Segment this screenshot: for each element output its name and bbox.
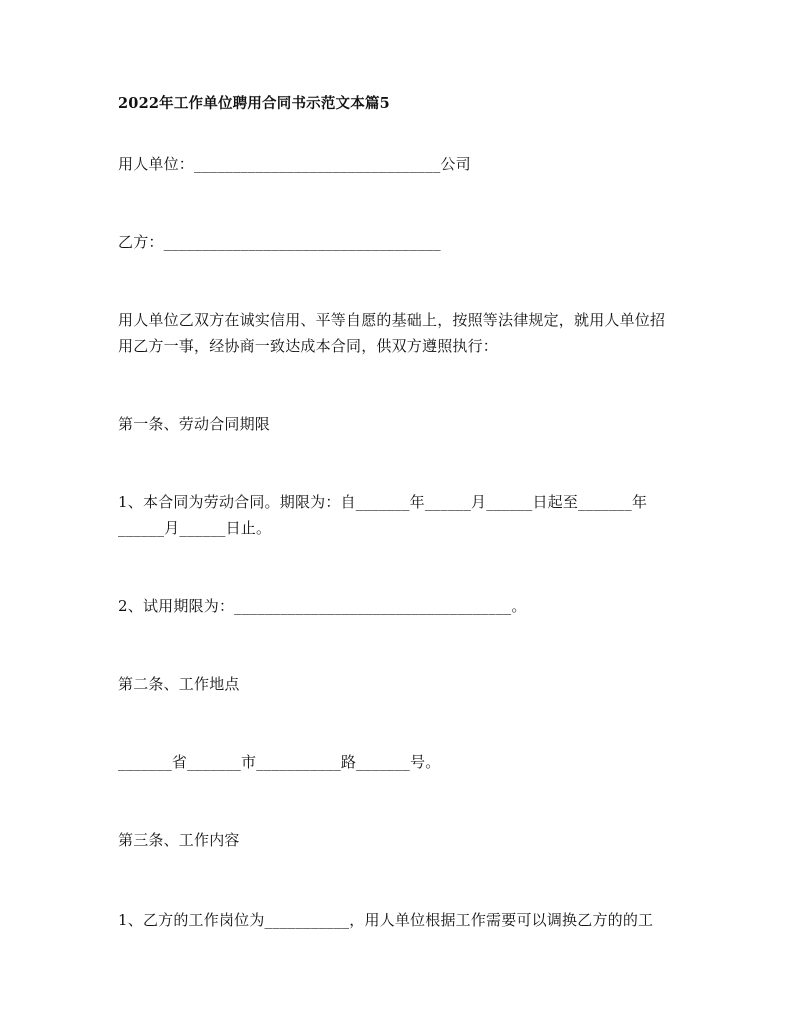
article-3-item-1-line-1: 1、乙方的工作岗位为___________，用人单位根据工作需要可以调换乙方的的工 — [118, 911, 654, 929]
document-title: 2022年工作单位聘用合同书示范文本篇5 — [118, 95, 390, 112]
article-2-heading: 第二条、工作地点 — [118, 675, 240, 693]
article-1-item-1-line-2: ______月______日止。 — [118, 519, 272, 537]
article-1-heading: 第一条、劳动合同期限 — [118, 415, 271, 433]
preamble-line-1: 用人单位乙双方在诚实信用、平等自愿的基础上，按照等法律规定，就用人单位招 — [118, 311, 666, 329]
article-1-item-1-line-1: 1、本合同为劳动合同。期限为：自_______年______月______日起至_______年 — [118, 493, 648, 511]
preamble-line-2: 用乙方一事，经协商一致达成本合同，供双方遵照执行： — [118, 337, 499, 355]
article-3-heading: 第三条、工作内容 — [118, 831, 240, 849]
article-2-address: _______省_______市___________路_______号。 — [118, 753, 441, 771]
party-b-line: 乙方：____________________________________ — [118, 233, 441, 251]
article-1-item-2: 2、试用期限为：____________________________________。 — [118, 597, 527, 615]
employer-line: 用人单位：________________________________公司 — [118, 155, 471, 173]
